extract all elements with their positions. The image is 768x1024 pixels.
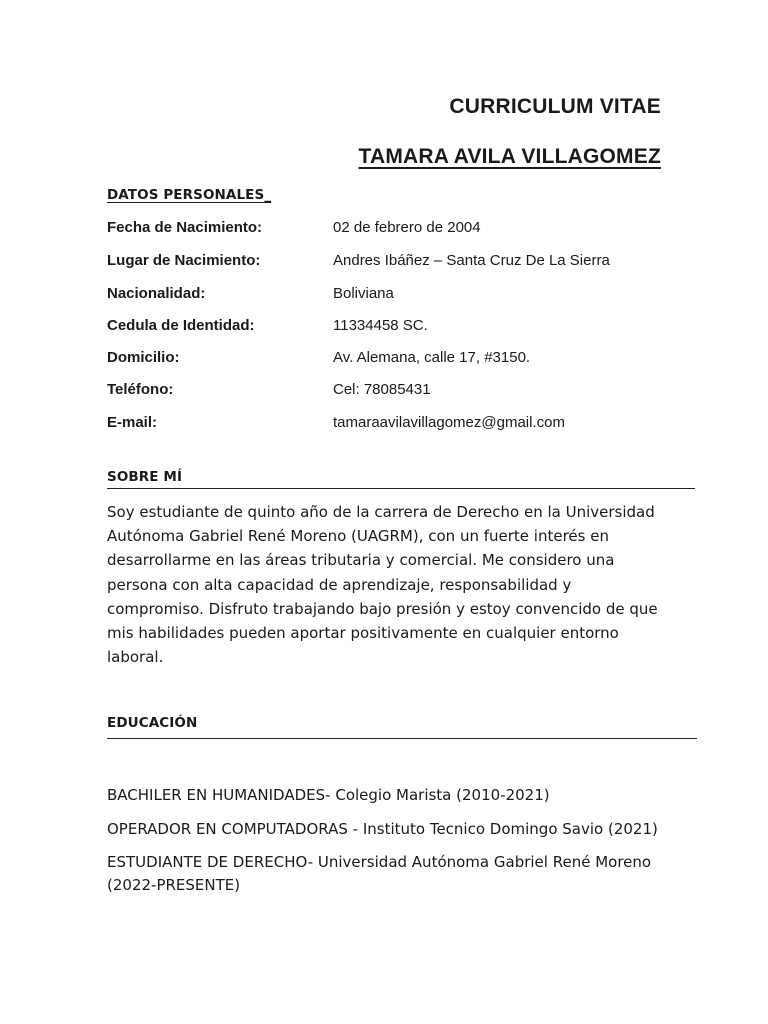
education-item: OPERADOR EN COMPUTADORAS - Instituto Tecnico Domingo Savio (2021) <box>107 820 658 838</box>
birth-date-value: 02 de febrero de 2004 <box>333 219 481 236</box>
phone-value: Cel: 78085431 <box>333 381 431 398</box>
birth-place-label: Lugar de Nacimiento: <box>107 252 261 269</box>
nationality-value: Boliviana <box>333 285 394 302</box>
document-title: CURRICULUM VITAE <box>449 95 661 118</box>
birth-date-label: Fecha de Nacimiento: <box>107 219 263 236</box>
id-card-value: 11334458 SC. <box>333 317 428 334</box>
about-divider <box>107 488 695 489</box>
phone-label: Teléfono: <box>107 381 174 398</box>
education-divider <box>107 738 697 739</box>
nationality-label: Nacionalidad: <box>107 285 206 302</box>
email-label: E-mail: <box>107 414 158 431</box>
about-paragraph: Soy estudiante de quinto año de la carrera de Derecho en la Universidad Autónoma Gabriel René Moreno (UAGRM), con un fuerte interés en desarrollarme en las áreas tributaria y comercial. Me considero una persona con alta capacidad de aprendizaje, responsabilidad y compromiso. Disfruto trabajando bajo presión y estoy convencido de que mis habilidades pueden aportar positivamente en cualquier entorno laboral. <box>107 503 658 667</box>
personal-data-heading: DATOS PERSONALES_ <box>107 187 272 203</box>
about-heading: SOBRE MÍ <box>107 469 183 485</box>
id-card-label: Cedula de Identidad: <box>107 317 255 334</box>
person-name: TAMARA AVILA VILLAGOMEZ <box>358 145 661 168</box>
email-value[interactable]: tamaraavilavillagomez@gmail.com <box>333 414 565 431</box>
address-value: Av. Alemana, calle 17, #3150. <box>333 349 531 366</box>
education-item: BACHILER EN HUMANIDADES- Colegio Marista (2010-2021) <box>107 786 550 804</box>
education-item: ESTUDIANTE DE DERECHO- Universidad Autónoma Gabriel René Moreno (2022-PRESENTE) <box>107 853 652 894</box>
birth-place-value: Andres Ibáñez – Santa Cruz De La Sierra <box>333 252 610 269</box>
education-heading: EDUCACIÓN <box>107 715 198 731</box>
address-label: Domicilio: <box>107 349 180 366</box>
